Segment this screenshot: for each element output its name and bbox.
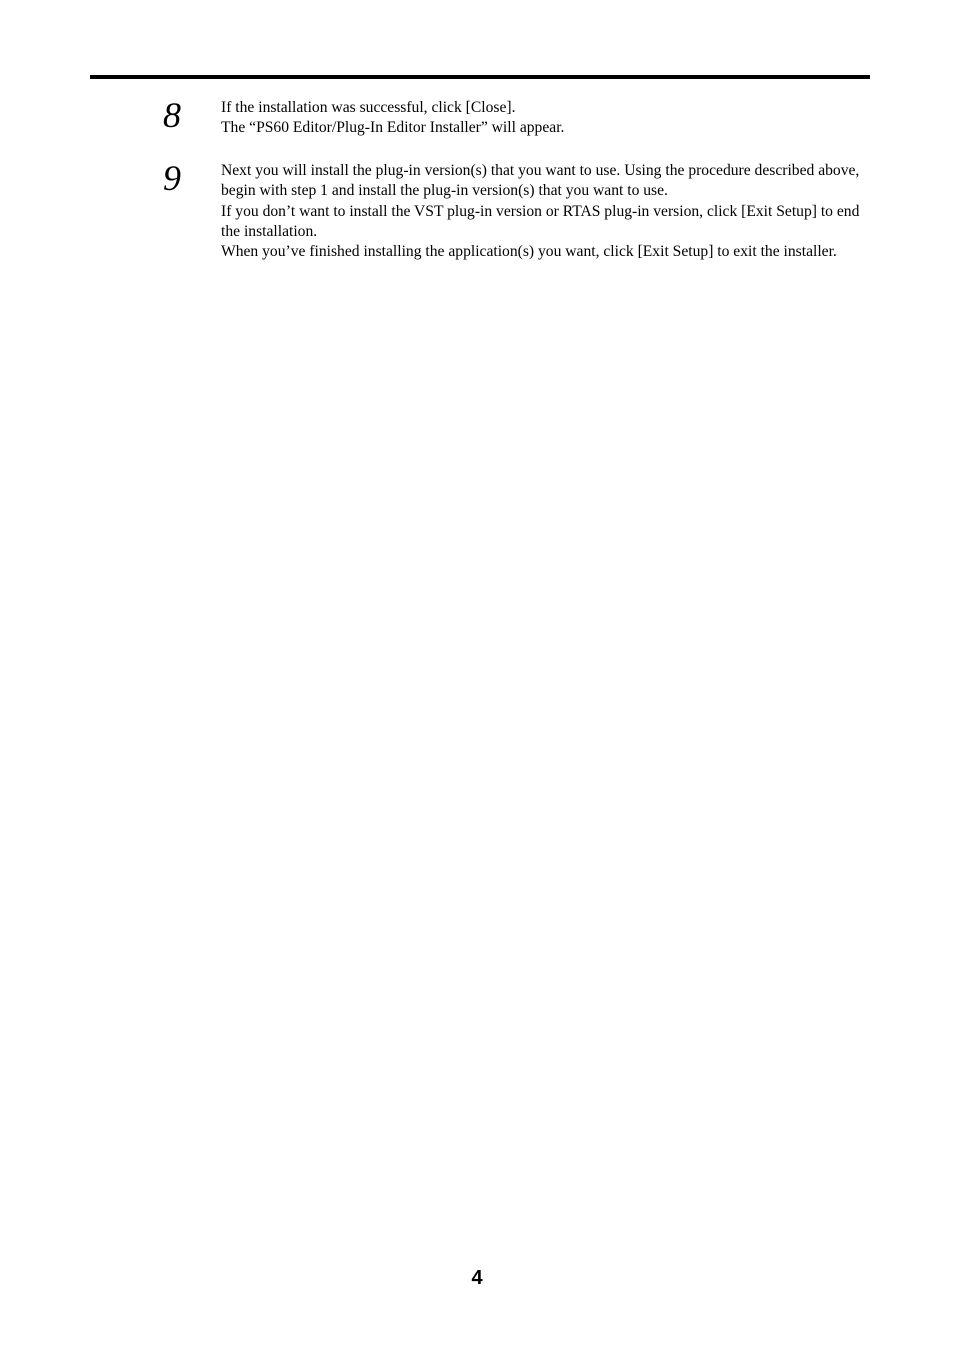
page-number: 4: [471, 1267, 483, 1289]
header-rule: [90, 75, 870, 79]
step-number: 9: [163, 158, 181, 198]
step-text: When you’ve finished installing the application(s) you want, click [Exit Setup] to exit the installer.: [221, 243, 837, 261]
step-body: [221, 98, 861, 139]
step-number: 8: [163, 95, 181, 135]
step-text: If the installation was successful, click [Close].: [221, 99, 516, 116]
step-text: Next you will install the plug-in version(s) that you want to use. Using the procedure described above, begin with step 1 and install the plug-in version(s) that you want to use.: [221, 162, 860, 200]
step-text: The “PS60 Editor/Plug-In Editor Installer” will appear.: [221, 119, 565, 137]
step-body: [221, 161, 861, 262]
step-text: If you don’t want to install the VST plug-in version or RTAS plug-in version, click [Exit Setup] to end the installation.: [221, 202, 860, 240]
